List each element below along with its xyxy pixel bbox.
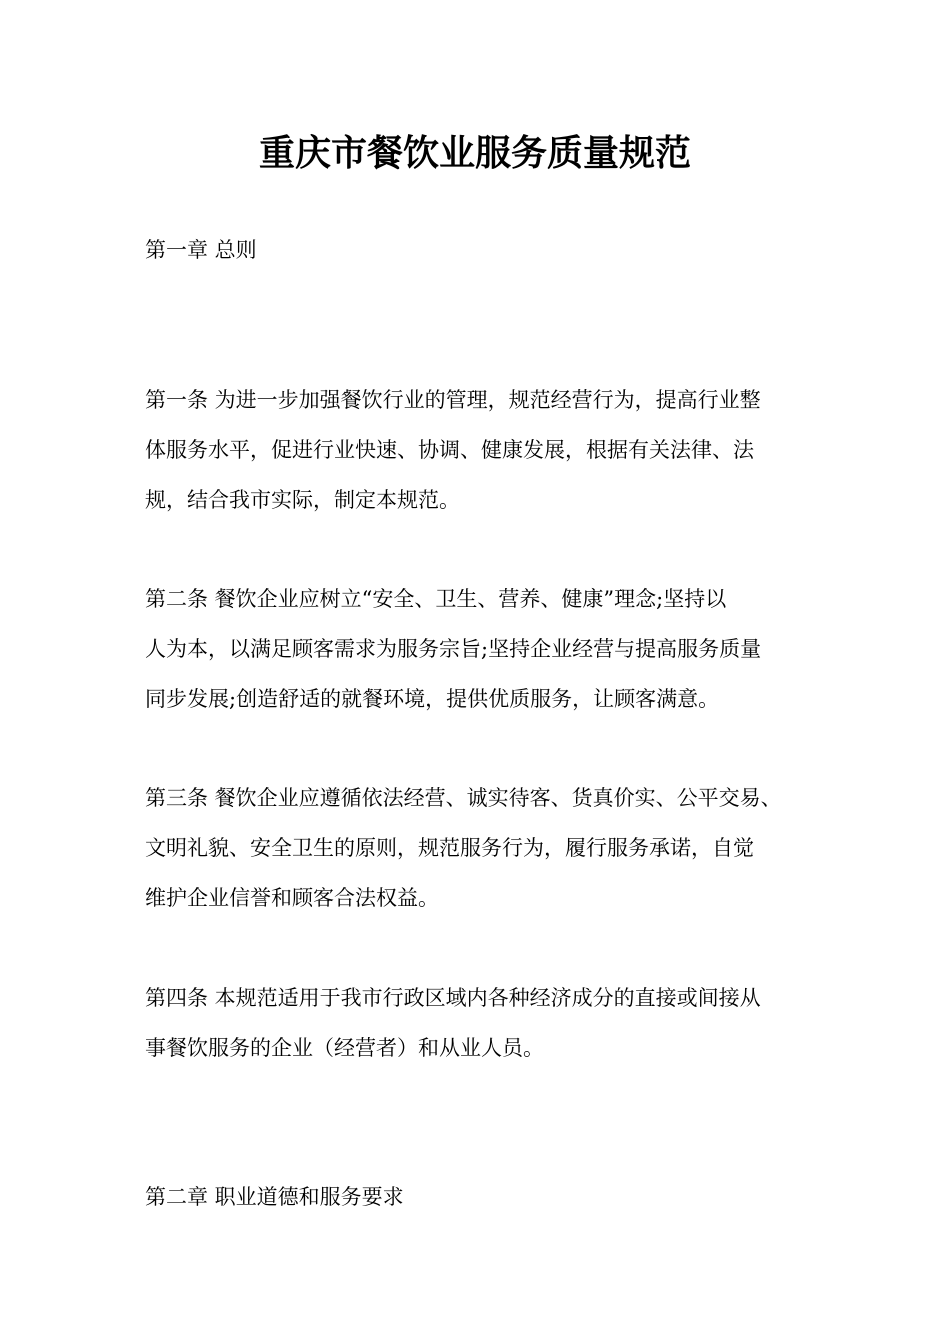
article-2-line-3: 同步发展;创造舒适的就餐环境，提供优质服务，让顾客满意。 <box>145 687 720 711</box>
article-1-line-2: 体服务水平，促进行业快速、协调、健康发展，根据有关法律、法 <box>145 438 754 462</box>
chapter-heading-2: 第二章 职业道德和服务要求 <box>145 1185 404 1209</box>
article-3-line-1: 第三条 餐饮企业应遵循依法经营、诚实待客、货真价实、公平交易、 <box>145 786 782 810</box>
article-1-line-1: 第一条 为进一步加强餐饮行业的管理，规范经营行为，提高行业整 <box>145 388 761 412</box>
article-2-line-2: 人为本，以满足顾客需求为服务宗旨;坚持企业经营与提高服务质量 <box>145 637 762 661</box>
article-1-line-3: 规，结合我市实际，制定本规范。 <box>145 488 460 512</box>
article-4-line-2: 事餐饮服务的企业（经营者）和从业人员。 <box>145 1036 544 1060</box>
article-4-line-1: 第四条 本规范适用于我市行政区域内各种经济成分的直接或间接从 <box>145 986 761 1010</box>
article-3-line-3: 维护企业信誉和顾客合法权益。 <box>145 886 439 910</box>
chapter-heading-1: 第一章 总则 <box>145 238 257 262</box>
article-3-line-2: 文明礼貌、安全卫生的原则，规范服务行为，履行服务承诺，自觉 <box>145 836 754 860</box>
article-2-line-1: 第二条 餐饮企业应树立“安全、卫生、营养、健康”理念;坚持以 <box>145 587 727 611</box>
document-title: 重庆市餐饮业服务质量规范 <box>258 132 691 174</box>
